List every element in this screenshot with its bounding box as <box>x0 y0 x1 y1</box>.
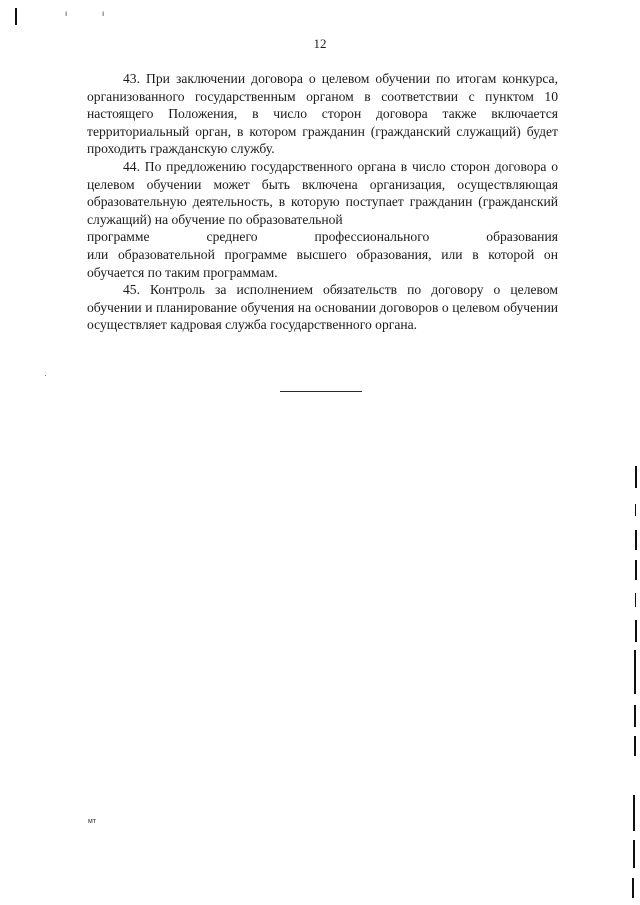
footer-mark: мт <box>88 818 97 825</box>
word: образования <box>486 229 558 245</box>
scan-edge-mark <box>633 840 635 868</box>
scan-edge-mark <box>632 878 634 898</box>
paragraph-45: 45. Контроль за исполнением обязательств по договору о целевом обучении и планирование обучения на основании договоров о целевом обучении осуществляет кадровая служба государственного органа. <box>87 282 558 333</box>
paragraph-44-part-a: 44. По предложению государственного органа в число сторон договора о целевом обучении может быть включена организация, осуществляющая образовательную деятельность, в которую поступает гражданин (гражданский служащий) на обучение по образовательной <box>87 158 558 227</box>
scan-speck: ı <box>65 9 68 18</box>
scan-edge-mark <box>635 504 636 516</box>
paragraph-43: 43. При заключении договора о целевом обучении по итогам конкурса, организованного государственным органом в соответствии с пунктом 10 настоящего Положения, в число сторон договора также включается территориальный орган, в котором гражданин (гражданский служащий) будет проходить гражданскую службу. <box>87 71 558 157</box>
paragraph-44-part-b: или образовательной программе высшего образования, или в которой он обучается по таким программам. <box>87 246 558 280</box>
document-body <box>87 70 558 334</box>
scan-edge-mark <box>635 620 637 642</box>
scan-edge-mark <box>634 705 636 727</box>
word: среднего <box>206 229 258 245</box>
paragraph-44-justified-line <box>87 228 558 246</box>
word: профессионального <box>314 229 430 245</box>
scan-edge-mark <box>634 736 636 756</box>
end-of-text-rule <box>280 391 362 392</box>
scan-edge-mark <box>15 8 17 25</box>
scan-edge-mark <box>634 650 636 694</box>
page-number: 12 <box>313 36 327 51</box>
scan-edge-mark <box>633 795 635 831</box>
paragraph-44 <box>87 158 558 281</box>
scan-edge-mark <box>635 530 637 550</box>
word: программе <box>87 229 150 245</box>
scan-edge-mark <box>635 560 637 580</box>
scan-edge-mark <box>635 593 636 607</box>
scan-edge-mark <box>635 466 637 488</box>
scan-speck: ı <box>102 9 105 18</box>
scan-speck: · <box>44 371 47 380</box>
